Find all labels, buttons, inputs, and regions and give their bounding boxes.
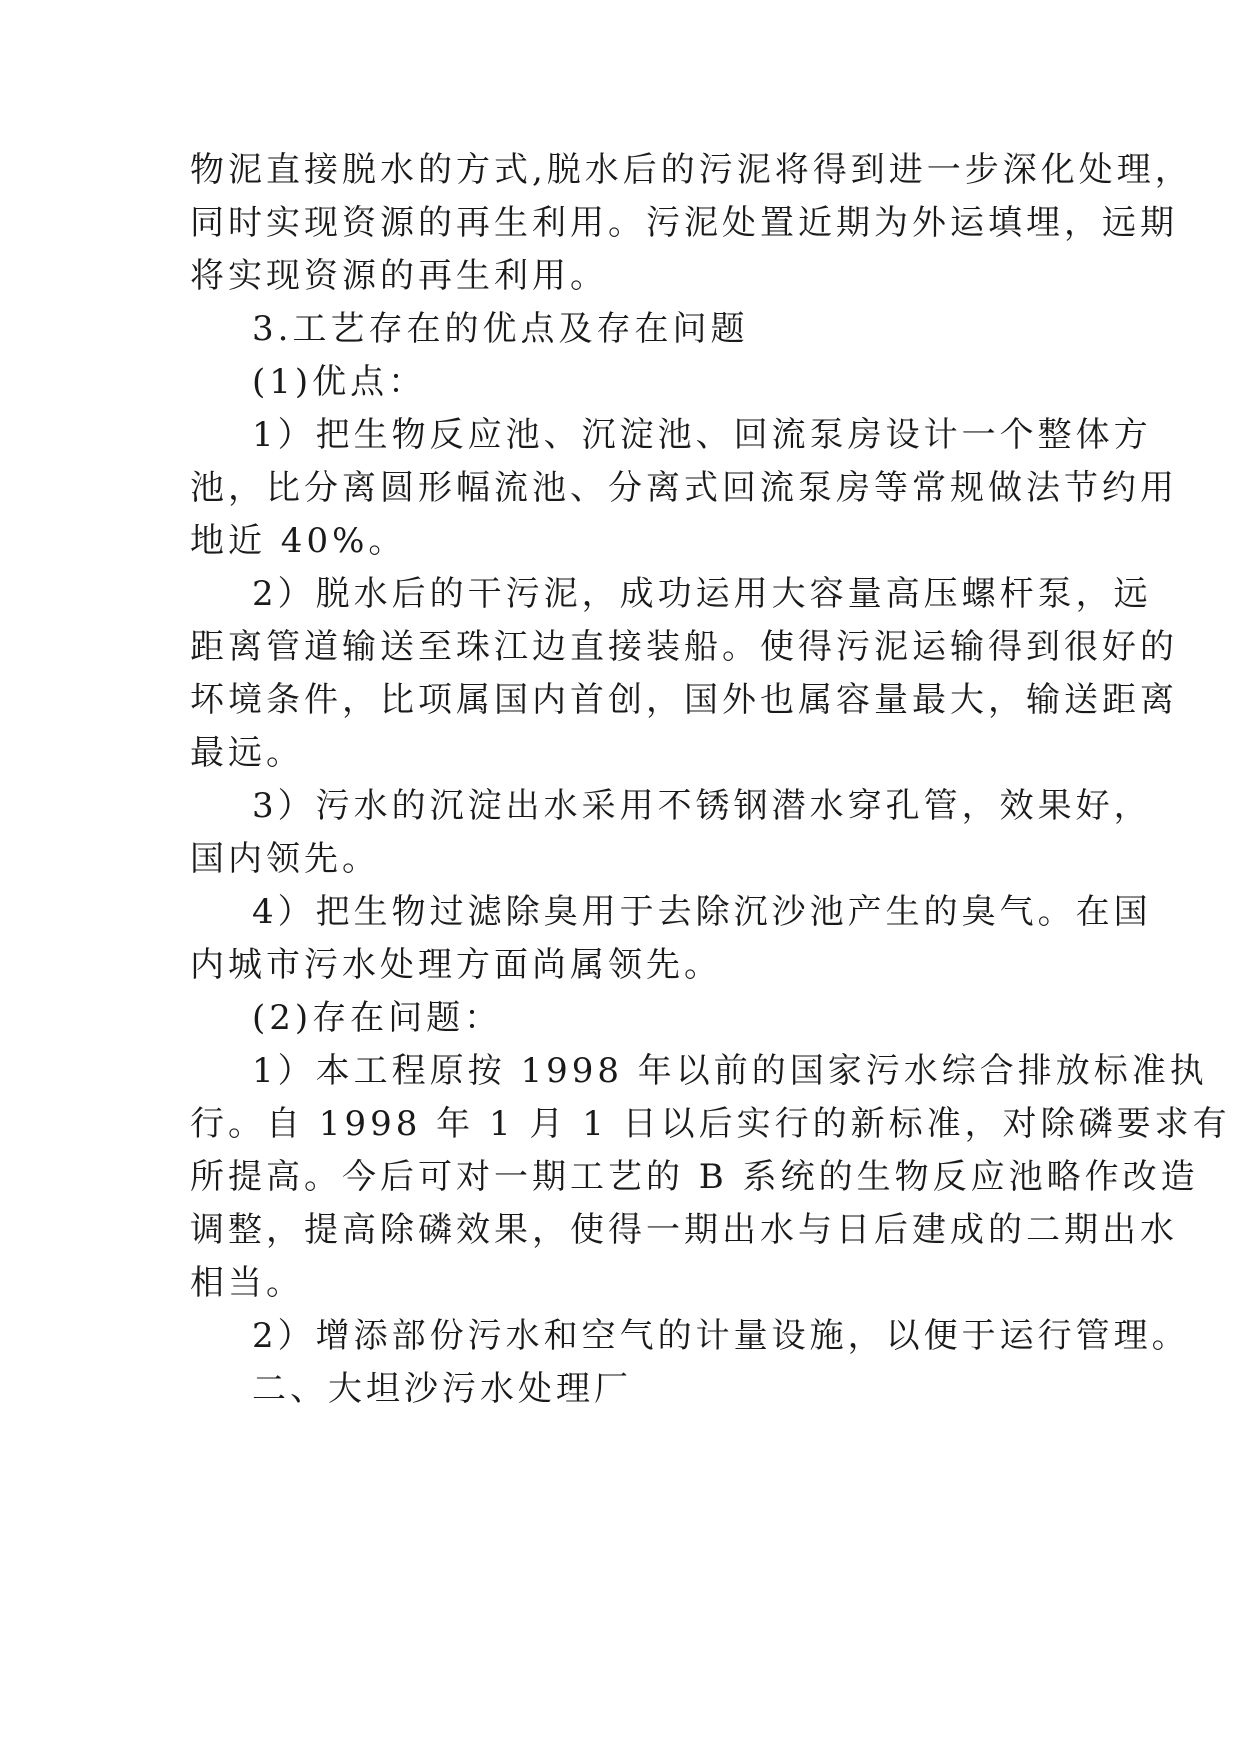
text-line: 国内领先。: [190, 839, 380, 879]
text-line: 2）脱水后的干污泥，成功运用大容量高压螺杆泵，远: [252, 574, 1152, 614]
section-heading: 二、大坦沙污水处理厂: [252, 1369, 632, 1409]
text-line: 3）污水的沉淀出水采用不锈钢潜水穿孔管，效果好，: [252, 786, 1152, 826]
text-line: 2）增添部份污水和空气的计量设施，以便于运行管理。: [252, 1316, 1190, 1356]
text-line: 将实现资源的再生利用。: [190, 256, 608, 296]
text-line: 相当。: [190, 1263, 304, 1303]
text-line: 所提高。今后可对一期工艺的 B 系统的生物反应池略作改造: [190, 1157, 1199, 1197]
text-line: 4）把生物过滤除臭用于去除沉沙池产生的臭气。在国: [252, 892, 1152, 932]
text-line: 内城市污水处理方面尚属领先。: [190, 945, 722, 985]
text-line: 距离管道输送至珠江边直接装船。使得污泥运输得到很好的: [190, 627, 1178, 667]
text-line: 地近 40%。: [190, 521, 407, 561]
text-line: 调整，提高除磷效果，使得一期出水与日后建成的二期出水: [190, 1210, 1178, 1250]
subsection-heading: (1)优点：: [252, 362, 427, 402]
text-line: 物泥直接脱水的方式,脱水后的污泥将得到进一步深化处理，: [190, 150, 1193, 190]
text-line: 1）本工程原按 1998 年以前的国家污水综合排放标准执: [252, 1051, 1208, 1091]
text-line: 坏境条件，比项属国内首创，国外也属容量最大，输送距离: [190, 680, 1178, 720]
section-heading: 3.工艺存在的优点及存在问题: [252, 309, 749, 349]
text-line: 1）把生物反应池、沉淀池、回流泵房设计一个整体方: [252, 415, 1152, 455]
subsection-heading: (2)存在问题：: [252, 998, 503, 1038]
text-line: 同时实现资源的再生利用。污泥处置近期为外运填埋，远期: [190, 203, 1178, 243]
text-line: 最远。: [190, 733, 304, 773]
text-line: 行。自 1998 年 1 月 1 日以后实行的新标准，对除磷要求有: [190, 1104, 1231, 1144]
text-line: 池，比分离圆形幅流池、分离式回流泵房等常规做法节约用: [190, 468, 1178, 508]
